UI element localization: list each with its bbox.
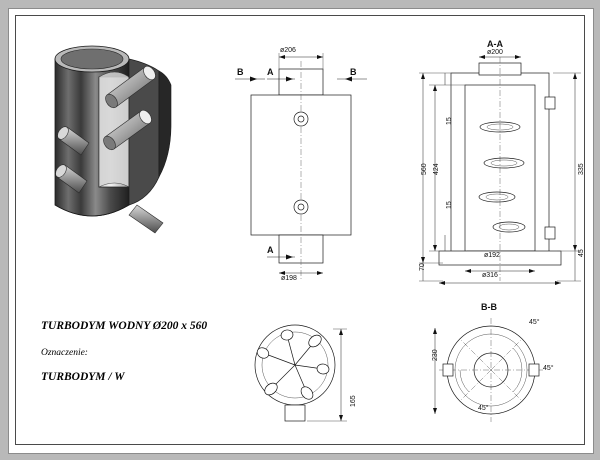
section-bb-label: B-B (481, 302, 497, 312)
designation-label: Oznaczenie: (41, 348, 88, 358)
section-aa-label: A-A (487, 39, 503, 49)
section-aa-top-diameter: ø200 (487, 49, 503, 56)
angle-label-1: 45° (529, 319, 540, 326)
bottom-view-dim-165: 165 (350, 395, 357, 407)
dim-15-top: 15 (446, 117, 453, 125)
section-mark-b-right: B (350, 67, 357, 77)
bottom-view (241, 317, 371, 427)
dim-15-bottom: 15 (446, 201, 453, 209)
dim-335: 335 (578, 163, 585, 175)
dim-560: 560 (421, 163, 428, 175)
isometric-cut-view (37, 37, 207, 237)
section-mark-a-bottom: A (267, 245, 274, 255)
section-bb-dim-230: 230 (432, 349, 439, 361)
angle-label-3: 45° (478, 405, 489, 412)
front-bottom-diameter-label: ø198 (281, 275, 297, 282)
angle-label-2: 45° (543, 365, 554, 372)
dim-45: 45 (578, 249, 585, 257)
dim-424: 424 (433, 163, 440, 175)
drawing-sheet (8, 8, 594, 454)
drawing-title: TURBODYM WODNY Ø200 x 560 (41, 320, 208, 332)
section-mark-a-top: A (267, 67, 274, 77)
section-aa-inner-diameter: ø192 (484, 252, 500, 259)
section-mark-b-left: B (237, 67, 244, 77)
front-top-diameter-label: ø206 (280, 47, 296, 54)
section-bb-view (429, 314, 579, 429)
dim-70: 70 (419, 263, 426, 271)
designation-value: TURBODYM / W (41, 371, 125, 383)
section-aa-outer-diameter: ø316 (482, 272, 498, 279)
front-view (231, 41, 371, 291)
